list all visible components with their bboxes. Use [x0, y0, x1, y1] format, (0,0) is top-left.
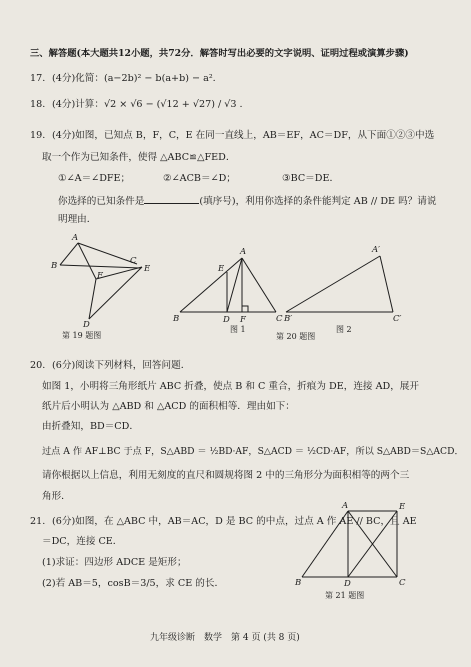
q19-option-2: ②∠ACB＝∠D； — [163, 173, 236, 184]
q19-line3-b: (填序号)，利用你选择的条件能判定 AB // DE 吗？请说 — [199, 196, 437, 207]
q20-line7: 角形． — [42, 491, 71, 502]
q19-option-1: ①∠A＝∠DFE； — [58, 173, 131, 184]
q19-option-3: ③BC＝DE． — [282, 173, 340, 184]
fig20-fig1-label-C: C — [276, 314, 283, 324]
q21-line4: (2)若 AB＝5，cosB＝3/5，求 CE 的长． — [42, 578, 225, 589]
fig21-label-D: D — [344, 579, 351, 589]
q20-line4: 由折叠知，BD＝CD． — [42, 421, 139, 432]
fig20-sub1-caption: 图 1 — [230, 325, 246, 334]
fig21-label-C: C — [399, 578, 406, 588]
q20-line6: 请你根据以上信息，利用无刻度的直尺和圆规将图 2 中的三角形分为面积相等的两个三 — [42, 470, 410, 481]
fig20-fig2-label-B: B′ — [284, 314, 293, 324]
q20-line1: (6分)阅读下列材料，回答问题． — [52, 360, 191, 371]
q20-line2: 如图 1，小明将三角形纸片 ABC 折叠，使点 B 和 C 重合，折痕为 DE，连接 AD，展开 — [42, 381, 419, 392]
q19-line2: 取一个作为已知条件，使得 △ABC≌△FED． — [42, 152, 236, 163]
fig20-sub2-caption: 图 2 — [336, 325, 352, 334]
fig19-label-E: E — [144, 264, 151, 274]
fig20-caption: 第 20 题图 — [276, 332, 316, 341]
fig19-label-A: A — [72, 233, 79, 243]
fig20-fig1-label-B: B — [173, 314, 180, 324]
q18-number: 18. — [30, 99, 46, 110]
q17-text: (4分)化简：(a−2b)² − b(a+b) − a². — [52, 73, 216, 84]
fig19-label-B: B — [51, 261, 58, 271]
fig20-fig2-label-A: A′ — [372, 245, 381, 255]
q21-line2: ＝DC，连接 CE． — [42, 536, 123, 547]
q21-number: 21. — [30, 516, 46, 527]
q17-number: 17. — [30, 73, 46, 84]
fig20-fig1-label-D: D — [223, 315, 230, 325]
section-heading: 三、解答题(本大题共12小题，共72分．解答时写出必要的文字说明、证明过程或演算步骤) — [30, 48, 409, 59]
fig20-fig1-label-A: A — [240, 247, 247, 257]
q20-number: 20. — [30, 360, 46, 371]
fig21-label-A: A — [342, 501, 349, 511]
fig19-label-C: C — [130, 256, 137, 266]
fig21-caption: 第 21 题图 — [325, 591, 365, 600]
q19-line3-a: 你选择的已知条件是 — [58, 196, 145, 207]
q20-line5: 过点 A 作 AF⊥BC 于点 F，S△ABD ＝ ½BD·AF，S△ACD ＝ ½CD·AF，所以 S△ABD＝S△ACD． — [42, 446, 464, 457]
q19-line1: (4分)如图，已知点 B，F，C，E 在同一直线上，AB＝EF，AC＝DF，从下面①②③中选 — [52, 130, 435, 141]
fig19-label-D: D — [83, 320, 90, 330]
fig20-fig1-label-E: E — [218, 264, 225, 274]
fig21-label-B: B — [295, 578, 302, 588]
fig19-label-F: F — [97, 271, 103, 281]
q20-line3: 纸片后小明认为 △ABD 和 △ACD 的面积相等．理由如下： — [42, 401, 295, 412]
fig20-fig1-label-F: F — [240, 315, 246, 325]
q21-line3: (1)求证：四边形 ADCE 是矩形； — [42, 557, 187, 568]
q18-text: (4分)计算：√2 × √6 − (√12 + √27) / √3 . — [52, 99, 243, 110]
q19-number: 19. — [30, 130, 46, 141]
fig21-label-E: E — [399, 502, 406, 512]
fig19-caption: 第 19 题图 — [62, 331, 102, 340]
fig20-fig2-label-C: C′ — [393, 314, 402, 324]
q21-line1: (6分)如图，在 △ABC 中，AB＝AC，D 是 BC 的中点，过点 A 作 AE // BC，且 AE — [52, 516, 417, 527]
q19-line4: 明理由． — [58, 214, 97, 225]
page-footer: 九年级诊断 数学 第 4 页 (共 8 页) — [150, 633, 300, 643]
